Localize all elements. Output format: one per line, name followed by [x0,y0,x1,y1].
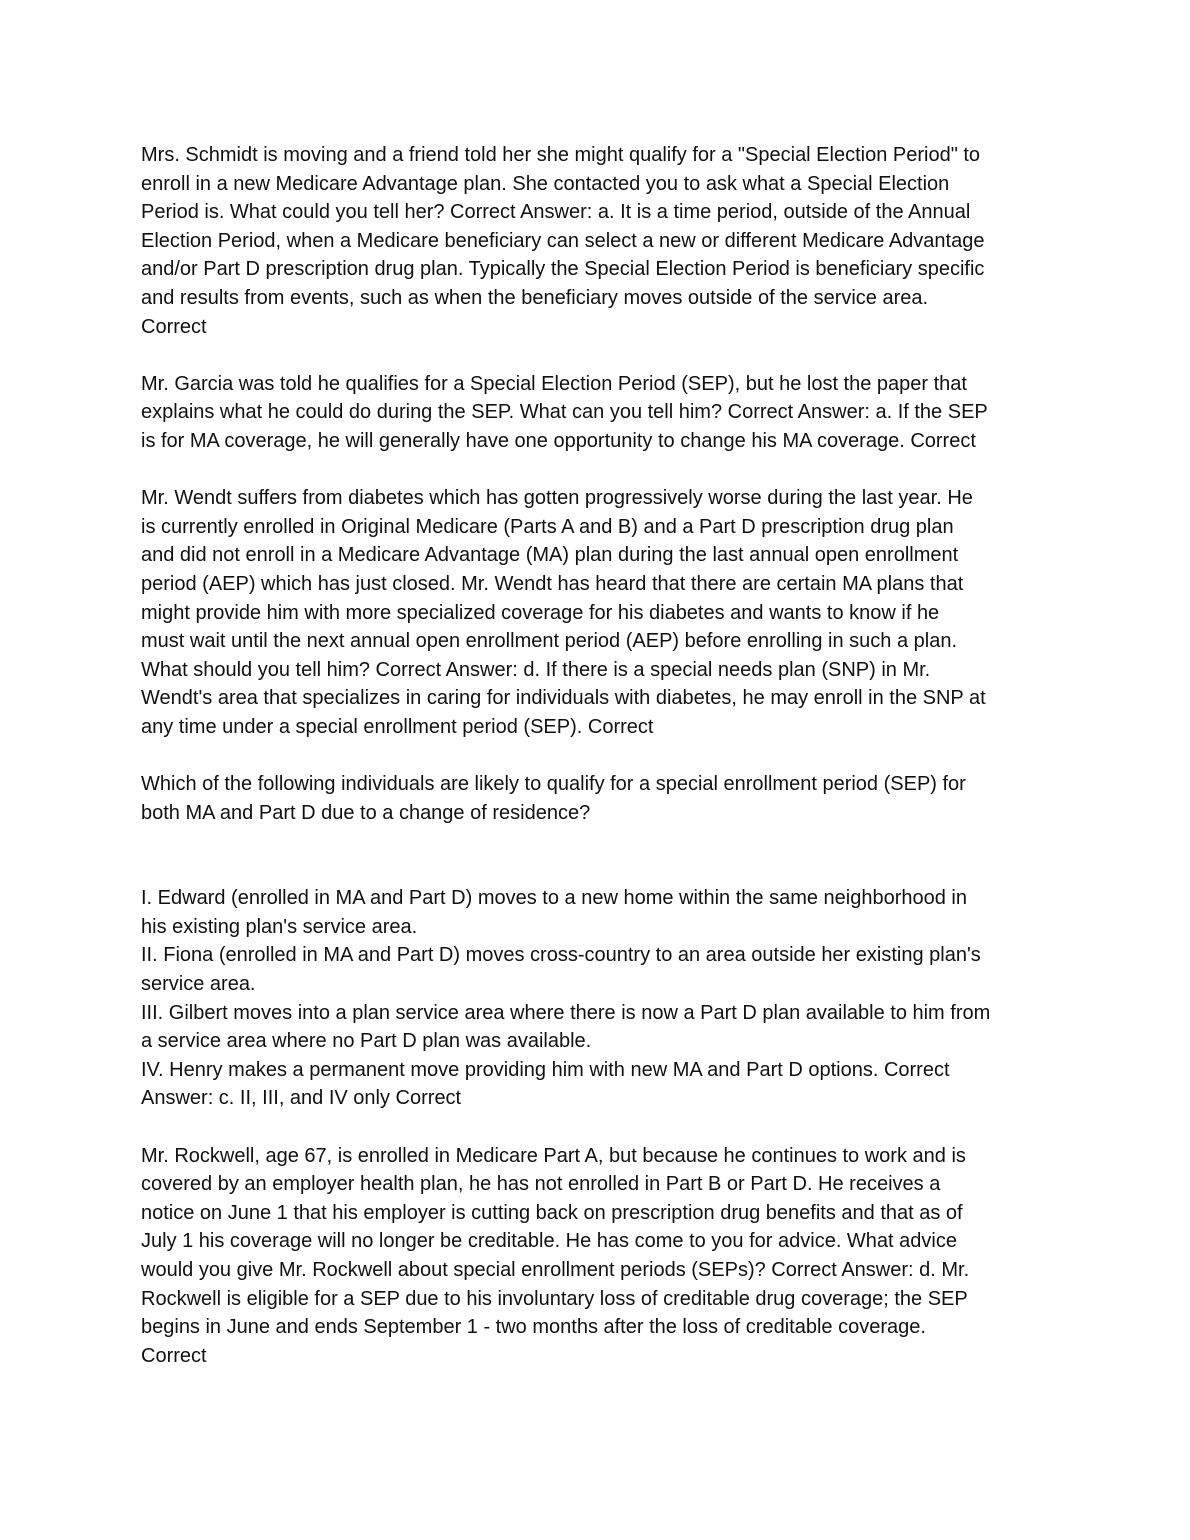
paragraph-rockwell [141,1142,1053,1371]
text-line: What should you tell him? Correct Answer: d. If there is a special needs plan (SNP) in Mr. [141,658,931,681]
text-line: II. Fiona (enrolled in MA and Part D) moves cross-country to an area outside her existing plan's [141,944,981,967]
text-line: would you give Mr. Rockwell about special enrollment periods (SEPs)? Correct Answer: d. Mr. [141,1258,970,1281]
text-line: and did not enroll in a Medicare Advantage (MA) plan during the last annual open enrollment [141,544,959,567]
text-line: Correct [141,1344,207,1367]
text-line: IV. Henry makes a permanent move providing him with new MA and Part D options. Correct [141,1058,950,1081]
text-line: Correct [141,315,207,338]
text-line: July 1 his coverage will no longer be creditable. He has come to you for advice. What advice [141,1230,957,1253]
text-line: any time under a special enrollment period (SEP). Correct [141,715,654,738]
text-line: Mr. Rockwell, age 67, is enrolled in Medicare Part A, but because he continues to work and is [141,1144,966,1167]
document-body [141,141,1053,1399]
paragraph-individuals-list [141,884,1053,1113]
text-line: begins in June and ends September 1 - two months after the loss of creditable coverage. [141,1316,926,1339]
text-line: Mrs. Schmidt is moving and a friend told her she might qualify for a "Special Election Period" to [141,144,981,166]
text-line: covered by an employer health plan, he has not enrolled in Part B or Part D. He receives a [141,1173,941,1196]
text-line: a service area where no Part D plan was available. [141,1030,592,1053]
text-line: is currently enrolled in Original Medicare (Parts A and B) and a Part D prescription drug plan [141,515,954,538]
text-line: and/or Part D prescription drug plan. Typically the Special Election Period is beneficiary specific [141,258,985,281]
paragraph-sep-question [141,770,1053,827]
text-line: service area. [141,973,256,996]
text-line: notice on June 1 that his employer is cutting back on prescription drug benefits and that as of [141,1201,963,1224]
text-line: period (AEP) which has just closed. Mr. Wendt has heard that there are certain MA plans that [141,572,964,595]
paragraph-garcia [141,370,1053,456]
text-line: enroll in a new Medicare Advantage plan. She contacted you to ask what a Special Election [141,172,950,195]
text-line: Election Period, when a Medicare beneficiary can select a new or different Medicare Advantage [141,229,985,252]
text-line: Mr. Garcia was told he qualifies for a Special Election Period (SEP), but he lost the paper that [141,372,967,395]
text-line: Mr. Wendt suffers from diabetes which has gotten progressively worse during the last year. He [141,487,973,510]
text-line: both MA and Part D due to a change of residence? [141,801,591,824]
text-line: I. Edward (enrolled in MA and Part D) moves to a new home within the same neighborhood in [141,887,967,910]
text-line: Wendt's area that specializes in caring for individuals with diabetes, he may enroll in the SNP at [141,687,986,710]
text-line: Rockwell is eligible for a SEP due to his involuntary loss of creditable drug coverage; the SEP [141,1287,968,1310]
text-line: explains what he could do during the SEP. What can you tell him? Correct Answer: a. If the SEP [141,401,988,424]
text-line: III. Gilbert moves into a plan service area where there is now a Part D plan available to him from [141,1001,991,1024]
text-line: Which of the following individuals are likely to qualify for a special enrollment period (SEP) for [141,773,966,796]
text-line: is for MA coverage, he will generally have one opportunity to change his MA coverage. Correct [141,429,976,452]
text-line: Period is. What could you tell her? Correct Answer: a. It is a time period, outside of the Annual [141,201,971,224]
paragraph-wendt [141,484,1053,741]
text-line: Answer: c. II, III, and IV only Correct [141,1087,462,1110]
text-line: and results from events, such as when the beneficiary moves outside of the service area. [141,286,929,309]
text-line: his existing plan's service area. [141,915,418,938]
text-line: might provide him with more specialized coverage for his diabetes and wants to know if he [141,601,940,624]
text-line: must wait until the next annual open enrollment period (AEP) before enrolling in such a plan. [141,630,958,653]
paragraph-schmidt [141,141,1053,341]
